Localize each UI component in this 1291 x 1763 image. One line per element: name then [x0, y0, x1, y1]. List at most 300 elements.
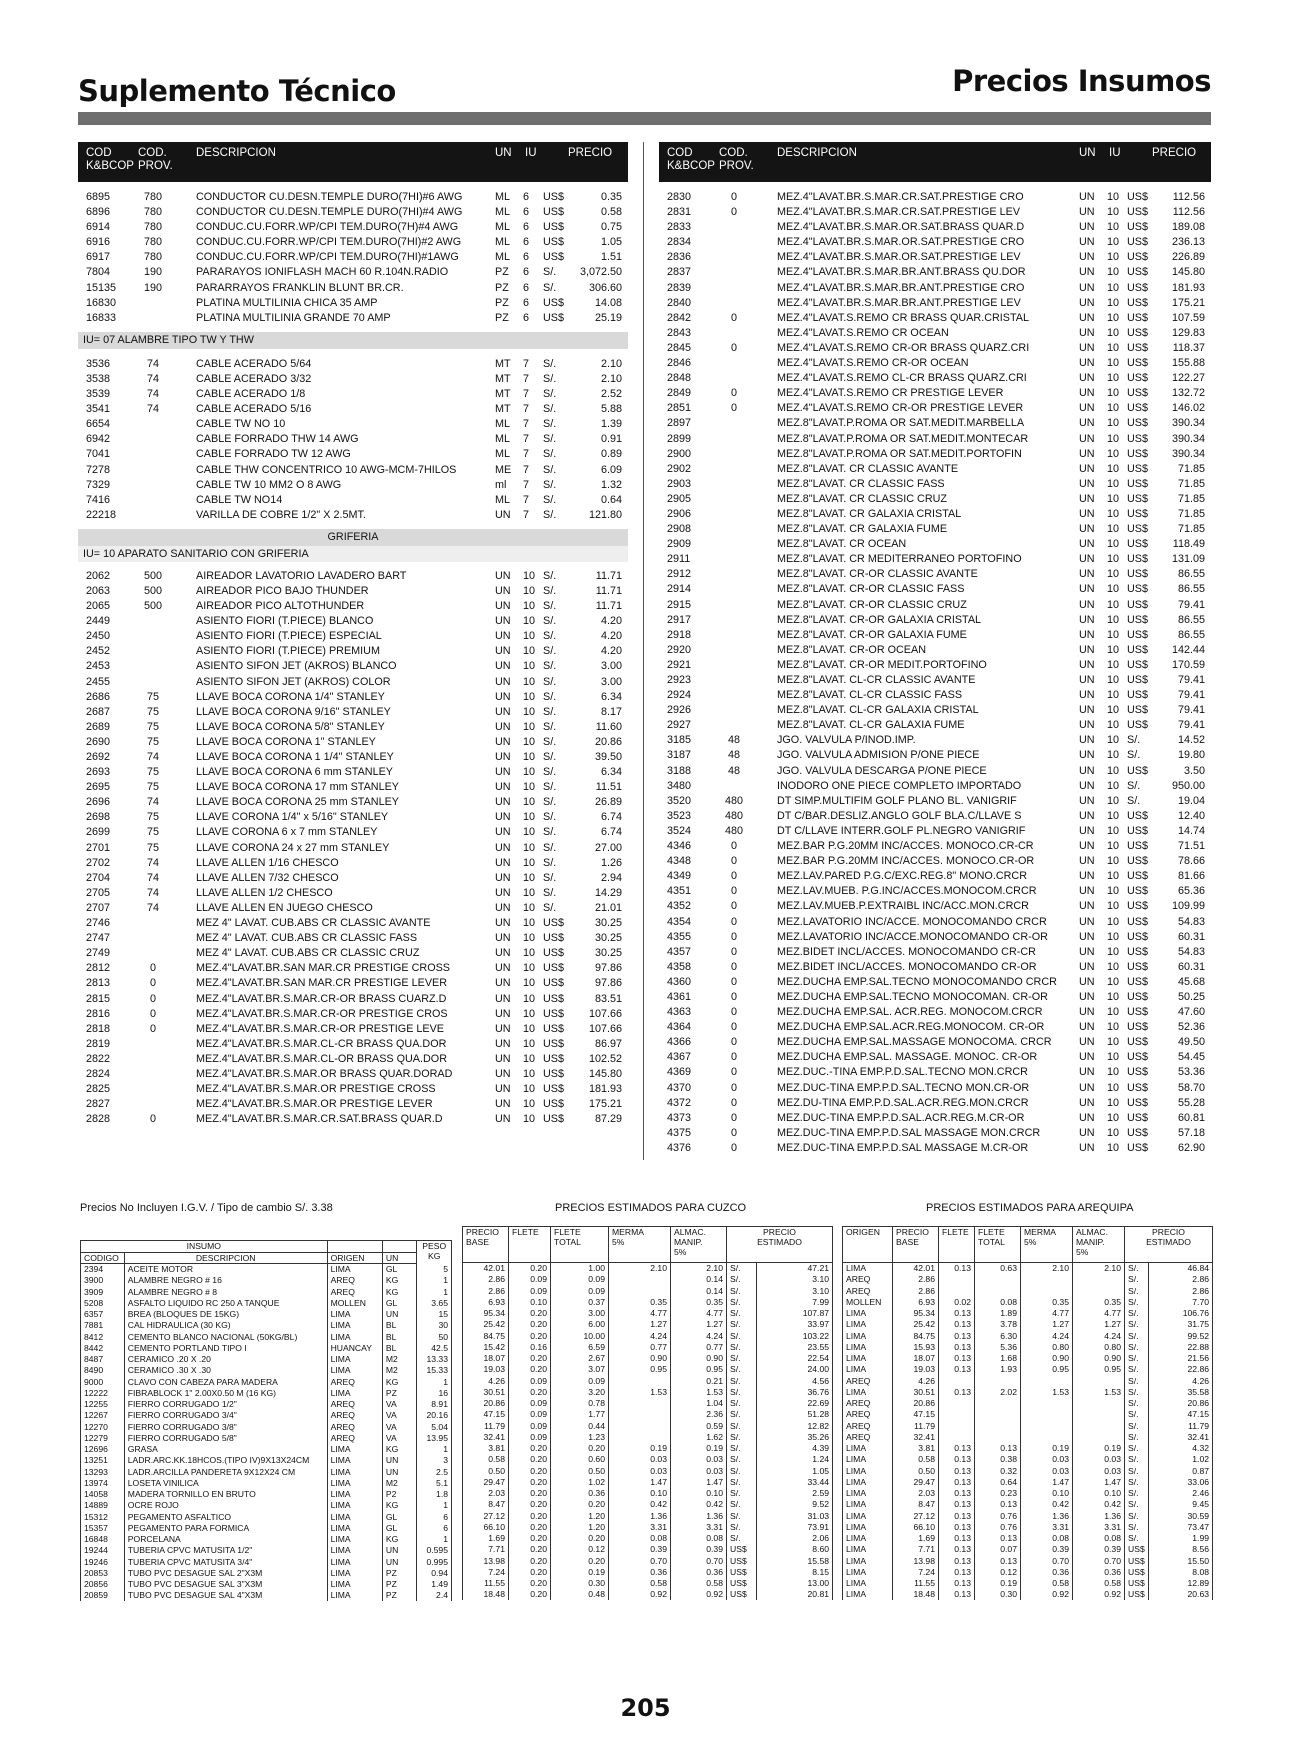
cell-desc: MEZ.4"LAVAT.S.REMO CR-OR PRESTIGE LEVER: [777, 402, 1024, 415]
cell-currency: US$: [1127, 1111, 1149, 1124]
cell-merma: [609, 1375, 671, 1386]
cell-origen: AREQ: [327, 1399, 382, 1410]
cell-currency: US$: [1127, 251, 1149, 264]
cell-un: UN: [1079, 311, 1095, 324]
price-row: [659, 930, 1211, 945]
codigo-head: CODIGO: [81, 1253, 125, 1264]
cell-iu: 10: [1107, 990, 1120, 1003]
cell-codprov: 0: [730, 341, 737, 354]
table-row: [463, 1578, 833, 1589]
cell-peso: 6: [417, 1522, 452, 1533]
cell-cod: 2834: [667, 236, 692, 249]
price-row: [659, 386, 1211, 401]
cell-price: 19.80: [1177, 749, 1205, 762]
cell-desc: MEZ.8"LAVAT. CR-OR CLASSIC AVANTE: [777, 568, 978, 581]
cell-merma: [1021, 1431, 1073, 1442]
cell-flete: 0.09: [509, 1375, 551, 1386]
cell-un: MT: [495, 388, 511, 401]
cell-iu: 10: [523, 826, 536, 839]
cell-precio-estimado: 33.97: [757, 1319, 833, 1330]
cell-codprov: 75: [146, 705, 159, 718]
cell-un: UN: [1079, 387, 1095, 400]
cell-currency: S/.: [1125, 1330, 1149, 1341]
cell-precio-base: 2.86: [893, 1274, 939, 1285]
table-row: [81, 1477, 452, 1488]
cell-codprov: 480: [724, 794, 743, 807]
cell-un: UN: [1079, 900, 1095, 913]
cell-iu: 10: [1107, 1036, 1120, 1049]
cell-desc: MEZ.8"LAVAT. CR MEDITERRANEO PORTOFINO: [777, 553, 1022, 566]
cell-codprov: 0: [730, 1141, 737, 1154]
cell-flete: 0.02: [939, 1296, 975, 1307]
cell-iu: 10: [523, 1113, 536, 1126]
cell-un: UN: [1079, 1081, 1095, 1094]
cell-merma: 0.08: [609, 1533, 671, 1544]
cell-precio-base: 47.15: [893, 1409, 939, 1420]
cell-flete: 0.16: [509, 1341, 551, 1352]
cell-price: 107.66: [588, 1007, 622, 1020]
cell-flete-total: 0.78: [551, 1398, 609, 1409]
price-row: [78, 478, 628, 493]
cell-codprov: 74: [146, 751, 159, 763]
cell-peso: 0.995: [417, 1556, 452, 1567]
table-row: [463, 1476, 833, 1487]
price-row: [659, 250, 1211, 265]
cell-iu: 10: [1107, 658, 1120, 671]
cell-peso: 1.49: [417, 1579, 452, 1590]
cell-almac: 0.39: [671, 1544, 727, 1555]
cell-precio-estimado: 0.87: [1149, 1465, 1213, 1476]
cell-precio-estimado: 22.86: [1149, 1364, 1213, 1375]
cell-peso: 16: [417, 1387, 452, 1398]
cell-currency: US$: [1127, 583, 1149, 596]
table-row: [81, 1309, 452, 1320]
cell-cod: 2696: [86, 796, 111, 809]
cell-iu: 10: [1107, 568, 1120, 581]
cell-currency: S/.: [543, 463, 557, 476]
cell-currency: S/.: [1125, 1285, 1149, 1296]
cell-iu: 10: [1107, 719, 1120, 732]
cell-flete-total: 0.20: [551, 1443, 609, 1454]
cell-almac: 0.19: [1073, 1443, 1125, 1454]
cell-desc: MEZ.LAVATORIO INC/ACCE. MONOCOMANDO CRCR: [777, 915, 1047, 928]
table-row: [463, 1398, 833, 1409]
cell-desc: MEZ.LAV.MUEB.P.EXTRAIBL INC/ACC.MON.CRCR: [777, 900, 1029, 913]
cell-price: 4.20: [600, 615, 622, 628]
cell-merma: 0.58: [609, 1578, 671, 1589]
cell-iu: 10: [1107, 1066, 1120, 1079]
cell-un: ML: [495, 251, 510, 264]
cell-desc: MEZ.DUCHA EMP.SAL.TECNO MONOCOMAN. CR-OR: [777, 990, 1048, 1003]
cell-codprov: 0: [149, 992, 156, 1005]
cell-currency: US$: [543, 992, 565, 1005]
cell-un: UN: [495, 705, 511, 718]
price-row: [78, 1082, 628, 1097]
cell-almac: 0.08: [671, 1533, 727, 1544]
cell-descripcion: CAL HIDRAULICA (30 KG): [124, 1320, 327, 1331]
arequipa-title: PRECIOS ESTIMADOS PARA AREQUIPA: [926, 1202, 1134, 1214]
table-row: [81, 1522, 452, 1533]
cell-price: 1.39: [600, 418, 622, 431]
cell-desc: MEZ.8"LAVAT. CR-OR MEDIT.PORTOFINO: [777, 658, 987, 671]
cell-desc: MEZ.DUC-TINA EMP.P.D.SAL.ACR.REG.M.CR-OR: [777, 1111, 1025, 1124]
col-codprov: COD. PROV.: [138, 147, 173, 172]
cell-origen: LIMA: [843, 1510, 893, 1521]
cell-currency: US$: [1127, 764, 1149, 777]
cell-merma: 3.31: [609, 1521, 671, 1532]
cell-merma: 2.10: [609, 1263, 671, 1274]
cell-cod: 6654: [86, 418, 111, 431]
cell-codprov: 75: [146, 766, 159, 779]
cell-un: ML: [495, 433, 510, 446]
table-row: [81, 1365, 452, 1376]
cell-almac: 0.10: [1073, 1488, 1125, 1499]
cell-almac: 0.59: [671, 1420, 727, 1431]
cell-iu: 10: [1107, 598, 1120, 611]
price-row: [78, 644, 628, 659]
descripcion-head: DESCRIPCION: [124, 1253, 327, 1264]
cell-iu: 10: [523, 856, 536, 869]
cell-codigo: 12255: [81, 1399, 125, 1410]
cell-precio-estimado: 24.00: [757, 1364, 833, 1375]
cell-un: BL: [382, 1342, 417, 1353]
cell-un: UN: [1079, 432, 1095, 445]
table-row: [463, 1285, 833, 1296]
cell-desc: MEZ.8"LAVAT. CR CLASSIC AVANTE: [777, 462, 959, 475]
cell-iu: 10: [1107, 794, 1120, 807]
cell-iu: 10: [1107, 553, 1120, 566]
cell-price: 71.85: [1177, 523, 1205, 536]
cell-currency: S/.: [1125, 1533, 1149, 1544]
cell-currency: S/.: [543, 660, 557, 673]
cell-precio-base: 18.07: [893, 1353, 939, 1364]
cell-peso: 1: [417, 1444, 452, 1455]
cell-codprov: 0: [730, 311, 737, 324]
cell-codprov: 75: [146, 735, 159, 748]
cell-precio-estimado: 1.05: [757, 1465, 833, 1476]
flete-head: FLETE: [939, 1227, 975, 1263]
cell-almac: 1.53: [1073, 1386, 1125, 1397]
cell-un: ML: [495, 206, 510, 219]
cell-currency: US$: [1127, 296, 1149, 309]
cell-codprov: 0: [730, 900, 737, 913]
cell-iu: 10: [523, 569, 536, 582]
cell-cod: 2705: [86, 886, 111, 899]
cell-iu: 10: [523, 1007, 536, 1020]
cell-codprov: 75: [146, 826, 159, 839]
cell-un: ML: [495, 236, 510, 249]
cell-precio-base: 4.26: [463, 1375, 509, 1386]
cell-currency: US$: [1127, 990, 1149, 1003]
cell-codprov: 0: [730, 840, 737, 853]
col-codprov: COD. PROV.: [719, 147, 754, 172]
cell-un: UN: [382, 1466, 417, 1477]
cell-flete-total: 0.09: [551, 1274, 609, 1285]
cell-currency: US$: [543, 932, 565, 945]
price-row: [78, 841, 628, 856]
cell-cod: 2819: [86, 1037, 111, 1050]
cell-un: UN: [495, 871, 511, 884]
cell-precio-base: 0.58: [893, 1454, 939, 1465]
cell-currency: US$: [1125, 1544, 1149, 1555]
cell-precio-base: 18.07: [463, 1353, 509, 1364]
cell-flete: 0.13: [939, 1555, 975, 1566]
cell-desc: LLAVE BOCA CORONA 25 mm STANLEY: [196, 796, 400, 809]
cell-cod: 2815: [86, 992, 111, 1005]
cell-desc: MEZ.DUC.-TINA EMP.P.D.SAL.TECNO MON.CRCR: [777, 1066, 1028, 1079]
cell-iu: 10: [1107, 1021, 1120, 1034]
cell-un: UN: [1079, 689, 1095, 702]
cell-un: UN: [1079, 1111, 1095, 1124]
table-row: [81, 1444, 452, 1455]
table-row: [843, 1341, 1213, 1352]
price-row: [659, 598, 1211, 613]
cell-un: UN: [1079, 1051, 1095, 1064]
cell-descripcion: FIERRO CORRUGADO 3/4": [124, 1410, 327, 1421]
price-row: [78, 992, 628, 1007]
cell-codigo: 13251: [81, 1455, 125, 1466]
price-row: [659, 447, 1211, 462]
cell-codprov: 0: [730, 1126, 737, 1139]
cell-codigo: 19246: [81, 1556, 125, 1567]
cell-un: UN: [495, 1113, 511, 1126]
cell-desc: MEZ.8"LAVAT.P.ROMA OR SAT.MEDIT.MARBELLA: [777, 417, 1025, 430]
cell-precio-base: 13.98: [463, 1555, 509, 1566]
price-row: [659, 613, 1211, 628]
cell-merma: 1.47: [609, 1476, 671, 1487]
cell-precio-estimado: 15.50: [1149, 1555, 1213, 1566]
cell-codprov: 75: [146, 690, 159, 703]
cell-currency: S/.: [1125, 1364, 1149, 1375]
cell-un: UN: [1079, 462, 1095, 475]
cell-price: 4.20: [600, 630, 622, 643]
cell-un: UN: [1079, 221, 1095, 234]
cell-price: 79.41: [1177, 598, 1205, 611]
cell-flete: 0.13: [939, 1330, 975, 1341]
cell-desc: DT C/LLAVE INTERR.GOLF PL.NEGRO VANIGRIF: [777, 824, 1026, 837]
cell-origen: LIMA: [843, 1488, 893, 1499]
cell-currency: S/.: [1125, 1420, 1149, 1431]
cell-codprov: 0: [730, 1081, 737, 1094]
cell-currency: S/.: [543, 735, 557, 748]
cell-flete: 0.20: [509, 1510, 551, 1521]
cell-flete-total: 1.02: [551, 1476, 609, 1487]
cell-origen: AREQ: [327, 1286, 382, 1297]
cell-codigo: 20856: [81, 1579, 125, 1590]
table-row: [81, 1421, 452, 1432]
cell-price: 11.71: [595, 600, 622, 613]
cell-merma: 4.24: [609, 1330, 671, 1341]
cell-cod: 2917: [667, 613, 692, 626]
flete-head: FLETE: [509, 1227, 551, 1263]
cell-price: 45.68: [1177, 975, 1205, 988]
cell-cod: 2921: [667, 658, 692, 671]
cell-flete: 0.20: [509, 1488, 551, 1499]
cell-un: UN: [495, 766, 511, 779]
cell-desc: CABLE TW 10 MM2 O 8 AWG: [196, 478, 342, 491]
table-row: [843, 1443, 1213, 1454]
cell-cod: 2816: [86, 1007, 111, 1020]
cell-descripcion: GRASA: [124, 1444, 327, 1455]
table-row: [81, 1275, 452, 1286]
cell-price: 81.66: [1177, 870, 1205, 883]
cell-iu: 10: [523, 992, 536, 1005]
price-row: [659, 552, 1211, 567]
header-rule: [78, 112, 1211, 125]
cell-precio-estimado: 8.56: [1149, 1544, 1213, 1555]
cell-merma: 0.10: [1021, 1488, 1073, 1499]
cell-almac: 0.21: [671, 1375, 727, 1386]
cell-precio-estimado: 3.10: [757, 1274, 833, 1285]
cell-merma: 0.95: [1021, 1364, 1073, 1375]
cell-un: UN: [1079, 326, 1095, 339]
cell-iu: 10: [1107, 1081, 1120, 1094]
cell-cod: 3188: [667, 764, 692, 777]
cell-flete: 0.13: [939, 1566, 975, 1577]
cell-price: 142.44: [1171, 643, 1205, 656]
cell-codprov: 0: [149, 962, 156, 975]
price-row: [78, 569, 628, 584]
cell-currency: US$: [1127, 824, 1149, 837]
cell-desc: CONDUCTOR CU.DESN.TEMPLE DURO(7HI)#6 AWG: [196, 191, 463, 203]
table-row: [463, 1431, 833, 1442]
cell-currency: US$: [543, 206, 565, 219]
cell-currency: S/.: [543, 751, 557, 763]
cell-currency: US$: [543, 1113, 565, 1126]
cell-flete: 0.13: [939, 1533, 975, 1544]
cell-peso: 1: [417, 1286, 452, 1297]
cuzco-table: [462, 1226, 833, 1600]
cell-currency: US$: [543, 1098, 565, 1111]
cell-precio-base: 95.34: [893, 1308, 939, 1319]
cell-cod: 4367: [667, 1051, 692, 1064]
cell-codigo: 20859: [81, 1590, 125, 1601]
cell-price: 39.50: [594, 751, 622, 763]
cell-descripcion: CEMENTO PORTLAND TIPO I: [124, 1342, 327, 1353]
cell-price: 6.09: [600, 463, 622, 476]
cell-currency: US$: [1127, 266, 1149, 279]
cell-price: 107.59: [1171, 311, 1205, 324]
table-row: [463, 1443, 833, 1454]
cell-un: UN: [495, 977, 511, 990]
cell-flete-total: 0.76: [975, 1521, 1021, 1532]
cell-cod: 2839: [667, 281, 692, 294]
cell-un: MT: [495, 403, 511, 416]
cell-currency: S/.: [543, 886, 557, 899]
cell-almac: 4.24: [1073, 1330, 1125, 1341]
cell-codprov: 0: [149, 1113, 156, 1126]
cell-currency: S/.: [543, 281, 557, 294]
cell-iu: 10: [1107, 191, 1120, 203]
cell-un: UN: [1079, 779, 1095, 792]
cell-currency: S/.: [1125, 1308, 1149, 1319]
cell-precio-estimado: 22.88: [1149, 1341, 1213, 1352]
cell-currency: S/.: [1127, 749, 1141, 762]
cell-un: UN: [1079, 492, 1095, 505]
cell-flete-total: 0.09: [551, 1375, 609, 1386]
cell-price: 54.83: [1177, 915, 1205, 928]
cell-desc: MEZ.4"LAVAT.BR.S.MAR.OR PRESTIGE CROSS: [196, 1083, 436, 1096]
cell-un: ML: [495, 448, 510, 461]
cell-iu: 10: [523, 1067, 536, 1080]
cell-flete-total: 0.32: [975, 1465, 1021, 1476]
price-row: [78, 780, 628, 795]
cell-precio-base: 6.93: [463, 1296, 509, 1307]
cell-origen: LIMA: [327, 1365, 382, 1376]
cell-currency: S/.: [1125, 1409, 1149, 1420]
cell-precio-base: 29.47: [463, 1476, 509, 1487]
table-row: [843, 1308, 1213, 1319]
cell-un: UN: [1079, 357, 1095, 370]
cell-flete: 0.13: [939, 1263, 975, 1274]
cell-currency: S/.: [543, 826, 557, 839]
cell-flete: 0.13: [939, 1319, 975, 1330]
cell-cod: 2909: [667, 538, 692, 551]
cell-codigo: 12222: [81, 1387, 125, 1398]
page-number: 205: [620, 1694, 671, 1722]
almac-head: ALMAC. MANIP. 5%: [1073, 1227, 1125, 1263]
cell-descripcion: PEGAMENTO PARA FORMICA: [124, 1522, 327, 1533]
table-row: [843, 1398, 1213, 1409]
insumos-table: [80, 1240, 452, 1601]
cell-price: 87.29: [594, 1113, 622, 1126]
cell-iu: 7: [523, 478, 530, 491]
cell-un: KG: [382, 1444, 417, 1455]
cell-un: GL: [382, 1511, 417, 1522]
cell-precio-base: 13.98: [893, 1555, 939, 1566]
cell-merma: 1.36: [1021, 1510, 1073, 1521]
price-row: [78, 372, 628, 387]
cell-cod: 2452: [86, 645, 111, 658]
cell-currency: US$: [1127, 689, 1149, 702]
cell-precio-estimado: 21.56: [1149, 1353, 1213, 1364]
cell-desc: MEZ.8"LAVAT. CR-OR OCEAN: [777, 643, 927, 656]
price-row: [659, 1020, 1211, 1035]
cell-flete-total: 1.77: [551, 1409, 609, 1420]
cell-origen: AREQ: [843, 1398, 893, 1409]
cell-desc: MEZ.8"LAVAT. CR-OR GALAXIA FUME: [777, 628, 967, 641]
cell-flete: 0.13: [939, 1308, 975, 1319]
cell-iu: 10: [1107, 734, 1120, 747]
price-row: [78, 265, 628, 280]
cell-desc: MEZ.BAR P.G.20MM INC/ACCES. MONOCO.CR-CR: [777, 840, 1034, 853]
cell-desc: MEZ 4" LAVAT. CUB.ABS CR CLASSIC AVANTE: [196, 917, 431, 930]
cell-iu: 10: [1107, 749, 1120, 762]
cell-descripcion: LOSETA VINILICA: [124, 1477, 327, 1488]
cell-cod: 2840: [667, 296, 692, 309]
cell-cod: 4358: [667, 960, 692, 973]
cell-un: UN: [1079, 855, 1095, 868]
cell-desc: MEZ.4"LAVAT.BR.SAN MAR.CR PRESTIGE CROSS: [196, 962, 451, 975]
cell-iu: 10: [1107, 538, 1120, 551]
cell-currency: S/.: [1125, 1465, 1149, 1476]
price-row: [78, 417, 628, 432]
cell-desc: MEZ.8"LAVAT. CL-CR CLASSIC AVANTE: [777, 674, 976, 686]
cell-currency: US$: [1127, 372, 1149, 385]
price-row: [659, 1081, 1211, 1096]
cell-desc: CABLE THW CONCENTRICO 10 AWG-MCM-7HILOS: [196, 463, 457, 476]
cell-flete-total: 0.19: [975, 1578, 1021, 1589]
cell-cod: 2690: [86, 735, 111, 748]
cell-currency: US$: [1127, 553, 1149, 566]
cell-un: UN: [495, 1083, 511, 1096]
cell-cod: 2825: [86, 1083, 111, 1096]
cell-precio-estimado: 1.24: [757, 1454, 833, 1465]
cell-precio-estimado: 1.99: [1149, 1533, 1213, 1544]
cell-currency: S/.: [1125, 1443, 1149, 1454]
cell-flete: 0.20: [509, 1353, 551, 1364]
price-row: [659, 1096, 1211, 1111]
